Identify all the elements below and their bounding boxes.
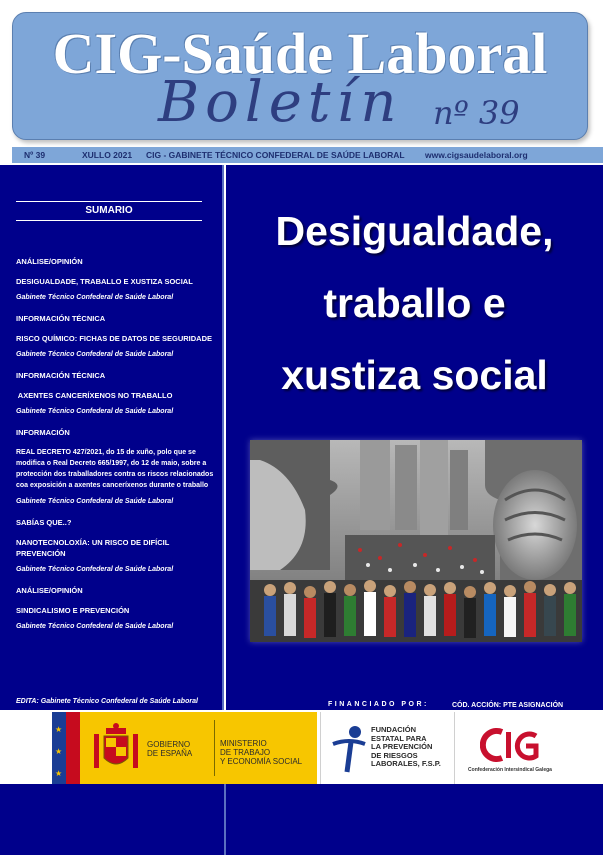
government-logo [52, 712, 317, 784]
summary-item[interactable] [16, 428, 216, 507]
divider [224, 784, 226, 855]
cig-logo-icon [480, 726, 540, 764]
article-title: DESIGUALDADE, TRABALLO E XUSTIZA SOCIAL [16, 277, 193, 286]
masthead [12, 12, 588, 140]
divider [214, 720, 215, 776]
website-link[interactable]: www.cigsaudelaboral.org [425, 150, 528, 160]
cig-logo [454, 712, 564, 784]
foundation-line: FUNDACIÓN [371, 725, 416, 734]
eu-flag-icon: ★ ★ ★ [52, 712, 66, 784]
section-label: SABÍAS QUE..? [16, 518, 72, 527]
footer-band [0, 784, 603, 855]
gov-text [147, 740, 192, 758]
article-author: Gabinete Técnico Confederal de Saúde Laboral [16, 351, 174, 358]
issue-date: XULLO 2021 [82, 150, 133, 160]
section-label: INFORMACIÓN [16, 428, 70, 437]
masthead-title: CIG-Saúde Laboral [52, 21, 548, 86]
gov-line: DE ESPAÑA [147, 749, 193, 758]
summary-item[interactable] [16, 586, 216, 632]
ministry-line: MINISTERIO [220, 739, 267, 748]
summary-item[interactable] [16, 314, 216, 360]
publisher: CIG - GABINETE TÉCNICO CONFEDERAL DE SAÚDE LABORAL [146, 150, 405, 160]
article-title: RISCO QUÍMICO: FICHAS DE DATOS DE SEGURIDADE [16, 334, 212, 343]
section-label: INFORMACIÓN TÉCNICA [16, 371, 106, 380]
issue-number-mark: nº 39 [433, 94, 520, 132]
sponsor-logo-band [52, 712, 564, 784]
info-strip [12, 147, 603, 163]
coat-of-arms-icon [92, 722, 140, 776]
article-title: SINDICALISMO E PREVENCIÓN [16, 606, 130, 615]
cig-caption: Confederación Intersindical Galega [468, 767, 552, 773]
prl-foundation-icon [329, 724, 369, 774]
protest-crowd-image [250, 440, 582, 642]
ministry-text [220, 739, 302, 766]
foundation-text [371, 726, 441, 769]
article-author: Gabinete Técnico Confederal de Saúde Laboral [16, 498, 174, 505]
section-label: ANÁLISE/OPINIÓN [16, 257, 83, 266]
masthead-subtitle: Boletín [158, 70, 403, 135]
issue-number: Nº 39 [24, 150, 46, 160]
summary-item[interactable] [16, 518, 216, 575]
summary-heading: SUMARIO [16, 201, 202, 221]
cover-headline [226, 195, 603, 411]
summary-item[interactable] [16, 371, 216, 417]
editor-credit: EDITA: Gabinete Técnico Confederal de Saúde Laboral [16, 698, 198, 705]
cover-photo [250, 440, 582, 642]
gov-line: GOBIERNO [147, 740, 191, 749]
article-title: NANOTECNOLOXÍA: UN RISCO DE DIFÍCIL PREVENCIÓN [16, 538, 170, 558]
foundation-logo [320, 712, 452, 784]
article-author: Gabinete Técnico Confederal de Saúde Laboral [16, 623, 174, 630]
spain-flag-yellow-icon [80, 712, 86, 784]
spain-flag-red-icon [66, 712, 80, 784]
section-label: ANÁLISE/OPINIÓN [16, 586, 83, 595]
financed-by-label: FINANCIADO POR: [328, 701, 429, 708]
section-label: INFORMACIÓN TÉCNICA [16, 314, 106, 323]
foundation-line: ESTATAL PARA [371, 733, 427, 743]
ministry-line: DE TRABAJO [220, 748, 271, 757]
article-title: AXENTES CANCERÍXENOS NO TRABALLO [16, 391, 173, 400]
foundation-line: LA PREVENCIÓN [371, 742, 433, 751]
summary-sidebar [0, 165, 224, 710]
summary-item[interactable] [16, 257, 216, 303]
headline-line: traballo e [323, 280, 506, 326]
article-title: REAL DECRETO 427/2021, do 15 de xuño, polo que se modifica o Real Decreto 665/1997, do 12 de maio, sobre a protección dos traballadores contra os riscos relacionados coa exposición a axentes canceríxenos durante o traballo [16, 449, 214, 489]
headline-line: xustiza social [281, 352, 548, 398]
ministry-line: Y ECONOMÍA SOCIAL [220, 757, 303, 766]
article-author: Gabinete Técnico Confederal de Saúde Laboral [16, 294, 174, 301]
summary-list [16, 257, 216, 643]
headline-line: Desigualdade, [275, 208, 554, 254]
foundation-line: LABORALES, F.S.P. [371, 759, 441, 768]
article-author: Gabinete Técnico Confederal de Saúde Laboral [16, 566, 174, 573]
action-code: CÓD. ACCIÓN: PTE ASIGNACIÓN [452, 702, 564, 709]
foundation-line: DE RIESGOS [371, 750, 418, 760]
article-author: Gabinete Técnico Confederal de Saúde Laboral [16, 408, 174, 415]
